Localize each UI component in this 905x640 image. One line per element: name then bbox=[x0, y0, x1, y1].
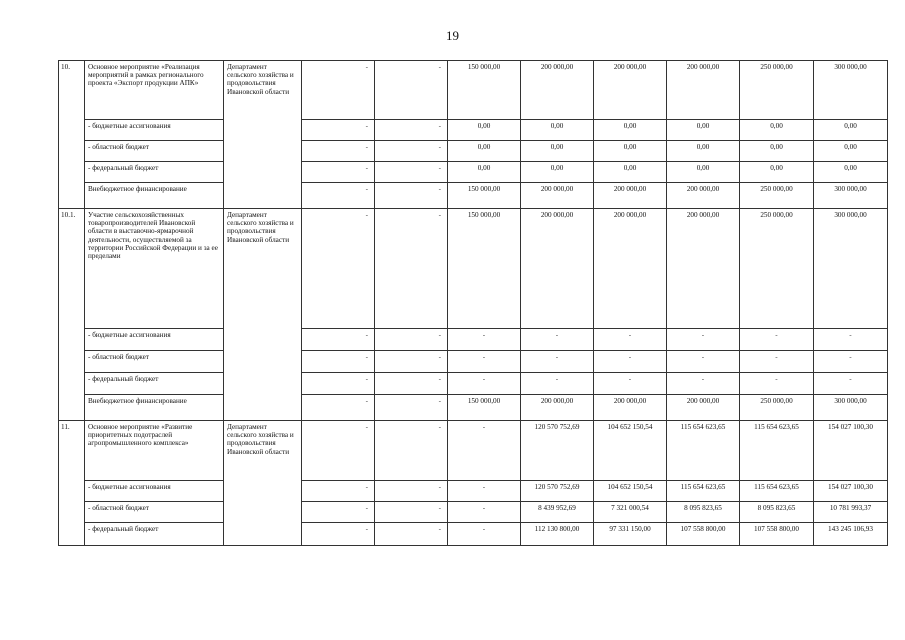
value-cell: - bbox=[375, 421, 448, 481]
value-cell: - bbox=[375, 162, 448, 183]
value-cell: - bbox=[302, 351, 375, 373]
value-cell: - bbox=[740, 351, 814, 373]
value-cell: 112 130 800,00 bbox=[521, 523, 594, 546]
value-cell: - bbox=[740, 329, 814, 351]
value-cell: 200 000,00 bbox=[594, 183, 667, 209]
item-name-cell: Внебюджетное финансирование bbox=[85, 395, 224, 421]
table-row bbox=[59, 141, 888, 162]
value-cell: - bbox=[814, 351, 888, 373]
value-cell: 200 000,00 bbox=[667, 61, 740, 120]
value-cell: - bbox=[302, 141, 375, 162]
value-cell: 154 027 100,30 bbox=[814, 421, 888, 481]
item-name-cell: - федеральный бюджет bbox=[85, 373, 224, 395]
value-cell: - bbox=[375, 502, 448, 523]
item-name-cell: - бюджетные ассигнования bbox=[85, 120, 224, 141]
value-cell: 154 027 100,30 bbox=[814, 481, 888, 502]
value-cell: 104 652 150,54 bbox=[594, 481, 667, 502]
value-cell: - bbox=[302, 61, 375, 120]
value-cell: 8 439 952,69 bbox=[521, 502, 594, 523]
table-row bbox=[59, 162, 888, 183]
value-cell: 200 000,00 bbox=[667, 209, 740, 329]
value-cell: - bbox=[667, 351, 740, 373]
value-cell: - bbox=[302, 162, 375, 183]
value-cell: - bbox=[375, 481, 448, 502]
executor-cell: Департамент сельского хозяйства и продовольствия Ивановской области bbox=[224, 209, 302, 421]
table-row bbox=[59, 421, 888, 481]
value-cell: 0,00 bbox=[814, 141, 888, 162]
value-cell: 200 000,00 bbox=[521, 209, 594, 329]
value-cell: - bbox=[448, 523, 521, 546]
value-cell: 200 000,00 bbox=[594, 61, 667, 120]
item-name-cell: Внебюджетное финансирование bbox=[85, 183, 224, 209]
value-cell: - bbox=[375, 209, 448, 329]
value-cell: - bbox=[375, 395, 448, 421]
value-cell: 250 000,00 bbox=[740, 61, 814, 120]
value-cell: 8 095 823,65 bbox=[667, 502, 740, 523]
value-cell: - bbox=[814, 329, 888, 351]
value-cell: 0,00 bbox=[448, 162, 521, 183]
value-cell: 0,00 bbox=[814, 162, 888, 183]
value-cell: - bbox=[375, 351, 448, 373]
value-cell: - bbox=[375, 523, 448, 546]
value-cell: 0,00 bbox=[448, 120, 521, 141]
value-cell: 0,00 bbox=[667, 141, 740, 162]
row-number-cell: 11. bbox=[59, 421, 85, 546]
value-cell: 0,00 bbox=[667, 120, 740, 141]
value-cell: 143 245 106,93 bbox=[814, 523, 888, 546]
value-cell: 200 000,00 bbox=[594, 209, 667, 329]
value-cell: - bbox=[302, 209, 375, 329]
value-cell: - bbox=[521, 351, 594, 373]
value-cell: - bbox=[375, 61, 448, 120]
value-cell: 115 654 623,65 bbox=[667, 481, 740, 502]
value-cell: - bbox=[740, 373, 814, 395]
value-cell: - bbox=[302, 373, 375, 395]
value-cell: 300 000,00 bbox=[814, 183, 888, 209]
executor-cell: Департамент сельского хозяйства и продовольствия Ивановской области bbox=[224, 61, 302, 209]
value-cell: 0,00 bbox=[594, 162, 667, 183]
value-cell: 200 000,00 bbox=[521, 183, 594, 209]
value-cell: - bbox=[375, 183, 448, 209]
value-cell: 250 000,00 bbox=[740, 209, 814, 329]
value-cell: - bbox=[448, 373, 521, 395]
value-cell: - bbox=[375, 120, 448, 141]
value-cell: 200 000,00 bbox=[521, 61, 594, 120]
value-cell: - bbox=[448, 481, 521, 502]
value-cell: 300 000,00 bbox=[814, 61, 888, 120]
value-cell: 200 000,00 bbox=[521, 395, 594, 421]
value-cell: 104 652 150,54 bbox=[594, 421, 667, 481]
item-name-cell: Участие сельскохозяйственных товаропроизводителей Ивановской области в выставочно-ярмарочной деятельности, осуществляемой за территории Российской Федерации и за ее пределами bbox=[85, 209, 224, 329]
value-cell: 0,00 bbox=[667, 162, 740, 183]
value-cell: - bbox=[375, 329, 448, 351]
item-name-cell: - областной бюджет bbox=[85, 502, 224, 523]
table-row bbox=[59, 183, 888, 209]
value-cell: - bbox=[814, 373, 888, 395]
value-cell: 120 570 752,69 bbox=[521, 421, 594, 481]
value-cell: 8 095 823,65 bbox=[740, 502, 814, 523]
value-cell: - bbox=[667, 373, 740, 395]
value-cell: - bbox=[448, 329, 521, 351]
item-name-cell: - бюджетные ассигнования bbox=[85, 329, 224, 351]
value-cell: 0,00 bbox=[594, 120, 667, 141]
table-row bbox=[59, 329, 888, 351]
value-cell: 115 654 623,65 bbox=[740, 481, 814, 502]
value-cell: 115 654 623,65 bbox=[667, 421, 740, 481]
item-name-cell: - федеральный бюджет bbox=[85, 523, 224, 546]
page-number: 19 bbox=[446, 28, 459, 43]
item-name-cell: Основное мероприятие «Развитие приоритетных подотраслей агропромышленного комплекса» bbox=[85, 421, 224, 481]
value-cell: - bbox=[594, 351, 667, 373]
value-cell: 150 000,00 bbox=[448, 183, 521, 209]
table-row bbox=[59, 502, 888, 523]
value-cell: 0,00 bbox=[814, 120, 888, 141]
table-row bbox=[59, 481, 888, 502]
item-name-cell: - федеральный бюджет bbox=[85, 162, 224, 183]
value-cell: 7 321 000,54 bbox=[594, 502, 667, 523]
value-cell: - bbox=[667, 329, 740, 351]
value-cell: - bbox=[594, 329, 667, 351]
item-name-cell: - областной бюджет bbox=[85, 141, 224, 162]
value-cell: - bbox=[302, 421, 375, 481]
value-cell: - bbox=[302, 120, 375, 141]
table-row bbox=[59, 523, 888, 546]
executor-cell: Департамент сельского хозяйства и продовольствия Ивановской области bbox=[224, 421, 302, 546]
value-cell: 0,00 bbox=[740, 141, 814, 162]
value-cell: - bbox=[302, 395, 375, 421]
value-cell: 200 000,00 bbox=[667, 183, 740, 209]
value-cell: - bbox=[302, 481, 375, 502]
table-row bbox=[59, 395, 888, 421]
value-cell: 0,00 bbox=[740, 162, 814, 183]
value-cell: 0,00 bbox=[521, 120, 594, 141]
value-cell: 200 000,00 bbox=[594, 395, 667, 421]
value-cell: 150 000,00 bbox=[448, 209, 521, 329]
value-cell: - bbox=[302, 523, 375, 546]
value-cell: - bbox=[375, 141, 448, 162]
value-cell: 150 000,00 bbox=[448, 395, 521, 421]
value-cell: 0,00 bbox=[521, 141, 594, 162]
value-cell: 115 654 623,65 bbox=[740, 421, 814, 481]
item-name-cell: Основное мероприятие «Реализация мероприятий в рамках регионального проекта «Экспорт продукции АПК» bbox=[85, 61, 224, 120]
item-name-cell: - бюджетные ассигнования bbox=[85, 481, 224, 502]
table-body bbox=[59, 61, 888, 546]
value-cell: 97 331 150,00 bbox=[594, 523, 667, 546]
value-cell: - bbox=[302, 183, 375, 209]
value-cell: - bbox=[448, 421, 521, 481]
value-cell: 300 000,00 bbox=[814, 395, 888, 421]
table-row bbox=[59, 120, 888, 141]
value-cell: - bbox=[521, 373, 594, 395]
value-cell: 300 000,00 bbox=[814, 209, 888, 329]
value-cell: 0,00 bbox=[594, 141, 667, 162]
value-cell: 10 781 993,37 bbox=[814, 502, 888, 523]
value-cell: 200 000,00 bbox=[667, 395, 740, 421]
budget-table bbox=[58, 60, 888, 546]
row-number-cell: 10.1. bbox=[59, 209, 85, 421]
row-number-cell: 10. bbox=[59, 61, 85, 209]
value-cell: 120 570 752,69 bbox=[521, 481, 594, 502]
value-cell: 150 000,00 bbox=[448, 61, 521, 120]
table-row bbox=[59, 373, 888, 395]
value-cell: - bbox=[594, 373, 667, 395]
value-cell: - bbox=[302, 502, 375, 523]
table-row bbox=[59, 351, 888, 373]
value-cell: 107 558 800,00 bbox=[667, 523, 740, 546]
value-cell: 107 558 800,00 bbox=[740, 523, 814, 546]
value-cell: 250 000,00 bbox=[740, 395, 814, 421]
value-cell: - bbox=[521, 329, 594, 351]
value-cell: - bbox=[302, 329, 375, 351]
value-cell: 250 000,00 bbox=[740, 183, 814, 209]
item-name-cell: - областной бюджет bbox=[85, 351, 224, 373]
value-cell: 0,00 bbox=[448, 141, 521, 162]
value-cell: - bbox=[448, 502, 521, 523]
value-cell: 0,00 bbox=[740, 120, 814, 141]
value-cell: - bbox=[375, 373, 448, 395]
value-cell: 0,00 bbox=[521, 162, 594, 183]
table-row bbox=[59, 209, 888, 329]
table-row bbox=[59, 61, 888, 120]
value-cell: - bbox=[448, 351, 521, 373]
